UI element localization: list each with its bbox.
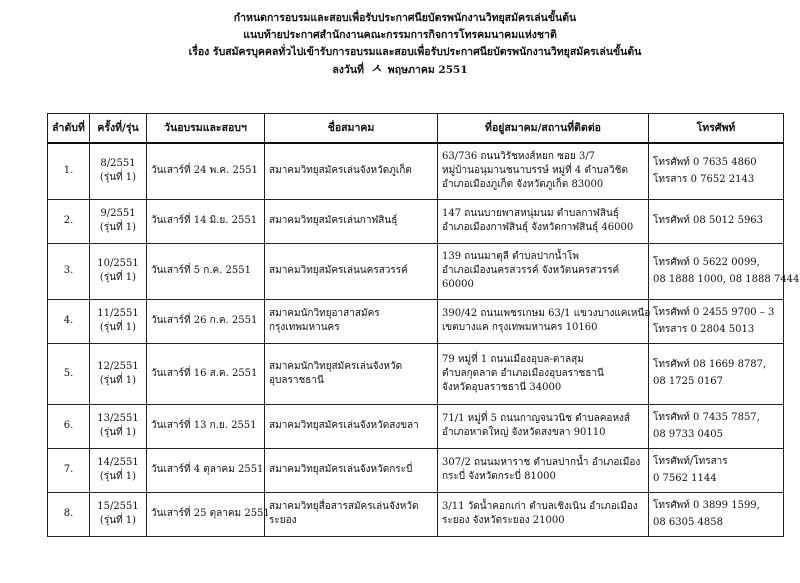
row-round [90, 143, 147, 199]
row-association [265, 199, 438, 243]
address-line: 390/42 ถนนเพชรเกษม 63/1 แขวงบางแคเหนือ [442, 308, 651, 319]
row-number: 7. [48, 448, 90, 492]
phone-line: โทรศัพท์/โทรสาร [653, 455, 728, 467]
address-line: ตำบลกุดลาด อำเภอเมืองอุบลราชธานี [442, 367, 604, 379]
column-header-date: วันอบรมและสอบฯ [147, 114, 265, 144]
row-date: วันเสาร์ที่ 24 พ.ค. 2551 [147, 143, 265, 199]
address-line: อำเภอเมืองนครสวรรค์ จังหวัดนครสวรรค์ [442, 265, 620, 276]
phone-line: โทรศัพท์ 0 3899 1599, [653, 499, 760, 511]
round-batch: (รุ่นที่ 1) [99, 172, 137, 184]
association-name: สมาคมนักวิทยุอาสาสมัคร [269, 308, 380, 319]
row-association [265, 299, 438, 343]
table-row [48, 404, 784, 448]
row-date: วันเสาร์ที่ 4 ตุลาคม 2551 [147, 448, 265, 492]
phone-line: โทรสาร 0 2804 5013 [653, 323, 755, 335]
header-title: กำหนดการอบรมและสอบเพื่อรับประกาศนียบัตรพนักงานวิทยุสมัครเล่นขั้นต้น [233, 12, 577, 24]
phone-line: โทรศัพท์ 0 2455 9700 – 3 [653, 306, 775, 318]
round-number: 11/2551 [97, 308, 139, 319]
row-date: วันเสาร์ที่ 5 ก.ค. 2551 [147, 243, 265, 299]
table-row [48, 448, 784, 492]
round-number: 9/2551 [100, 208, 136, 219]
phone-line: โทรศัพท์ 0 7635 4860 [653, 156, 757, 168]
date-month-year: พฤษภาคม 2551 [387, 64, 468, 76]
header-subject-line: เรื่อง รับสมัครบุคคลทั่วไปเข้ารับการอบรมและสอบเพื่อรับประกาศนียบัตรพนักงานวิทยุสมัครเล่นขั้นต้น [188, 46, 642, 58]
row-association [265, 143, 438, 199]
row-number: 4. [48, 299, 90, 343]
row-number: 6. [48, 404, 90, 448]
phone-line: โทรสาร 0 7652 2143 [653, 173, 755, 185]
round-number: 13/2551 [97, 413, 139, 424]
row-address [438, 243, 649, 299]
row-phone [649, 404, 784, 448]
header-date-line [0, 61, 800, 79]
address-line: 3/11 วัดน้ำคอกเก่า ตำบลเชิงเนิน อำเภอเมือง [442, 501, 638, 512]
row-date: วันเสาร์ที่ 26 ก.ค. 2551 [147, 299, 265, 343]
round-batch: (รุ่นที่ 1) [99, 427, 137, 438]
round-number: 8/2551 [100, 158, 136, 170]
row-round [90, 492, 147, 536]
round-batch: (รุ่นที่ 1) [99, 374, 137, 386]
column-header-address: ที่อยู่สมาคม/สถานที่ติดต่อ [438, 114, 649, 144]
row-association [265, 404, 438, 448]
row-phone [649, 448, 784, 492]
address-line: อำเภอเมืองกาฬสินธุ์ จังหวัดกาฬสินธุ์ 46000 [442, 222, 634, 233]
row-phone [649, 343, 784, 404]
row-address [438, 404, 649, 448]
association-name: สมาคมวิทยุสมัครเล่นนครสวรรค์ [269, 265, 408, 276]
row-round [90, 243, 147, 299]
row-number: 8. [48, 492, 90, 536]
date-day-handwritten: ㅅ [369, 62, 383, 77]
association-name: สมาคมวิทยุสมัครเล่นจังหวัดภูเก็ต [269, 165, 412, 177]
row-round [90, 299, 147, 343]
row-association [265, 492, 438, 536]
header-attachment-line: แนบท้ายประกาศสำนักงานคณะกรรมการกิจการโทรคมนาคมแห่งชาติ [243, 29, 557, 41]
address-line: อำเภอหาดใหญ่ จังหวัดสงขลา 90110 [442, 427, 606, 438]
address-line: กระบี่ จังหวัดกระบี่ 81000 [442, 471, 556, 482]
round-batch: (รุ่นที่ 1) [99, 272, 137, 283]
address-line: อำเภอเมืองภูเก็ต จังหวัดภูเก็ต 83000 [442, 179, 604, 191]
association-name: สมาคมวิทยุสมัครเล่นจังหวัดกระบี่ [269, 464, 413, 475]
address-line: ระยอง จังหวัดระยอง 21000 [442, 515, 565, 526]
document-header [0, 10, 800, 79]
row-round [90, 448, 147, 492]
table-row [48, 243, 784, 299]
row-association [265, 243, 438, 299]
round-number: 14/2551 [97, 457, 139, 468]
row-address [438, 343, 649, 404]
row-phone [649, 143, 784, 199]
round-batch: (รุ่นที่ 1) [99, 515, 137, 526]
table-header-row [48, 114, 784, 144]
address-line: 307/2 ถนนมหาราช ตำบลปากน้ำ อำเภอเมือง [442, 457, 641, 468]
phone-line: 08 1725 0167 [653, 376, 723, 387]
row-association [265, 343, 438, 404]
association-name-line2: อุบลราชธานี [269, 374, 324, 386]
association-name: สมาคมวิทยุสมัครเล่นจังหวัดสงขลา [269, 420, 419, 431]
column-header-phone: โทรศัพท์ [649, 114, 784, 144]
row-phone [649, 199, 784, 243]
row-address [438, 299, 649, 343]
table-row [48, 299, 784, 343]
table-body [48, 143, 800, 536]
phone-line: โทรศัพท์ 08 1669 8787, [653, 359, 767, 370]
row-number: 5. [48, 343, 90, 404]
row-address [438, 199, 649, 243]
phone-line: โทรศัพท์ 0 7435 7857, [653, 411, 760, 423]
row-round [90, 199, 147, 243]
row-date: วันเสาร์ที่ 13 ก.ย. 2551 [147, 404, 265, 448]
association-name: สมาคมวิทยุสมัครเล่นกาฬสินธุ์ [269, 215, 398, 226]
association-name: สมาคมวิทยุสื่อสารสมัครเล่นจังหวัด [269, 501, 419, 512]
row-number: 2. [48, 199, 90, 243]
row-phone [649, 243, 800, 299]
date-prefix: ลงวันที่ [332, 64, 364, 76]
row-phone [649, 299, 784, 343]
phone-line: 08 9733 0405 [653, 428, 723, 440]
row-address [438, 143, 649, 199]
address-line: 139 ถนนมาตุลี ตำบลปากน้ำโพ [442, 251, 580, 262]
row-round [90, 343, 147, 404]
phone-line: 08 1888 1000, 08 1888 7444 [653, 273, 800, 285]
row-address [438, 448, 649, 492]
address-line: 79 หมู่ที่ 1 ถนนเมืองอุบล-ตาลสุม [442, 353, 584, 365]
address-line: 147 ถนนบายพาสหนุ่มนม ตำบลกาฬสินธุ์ [442, 208, 619, 219]
row-address [438, 492, 649, 536]
row-number: 1. [48, 143, 90, 199]
address-line: จังหวัดอุบลราชธานี 34000 [442, 381, 562, 393]
address-line: 60000 [442, 279, 474, 290]
row-number: 3. [48, 243, 90, 299]
round-batch: (รุ่นที่ 1) [99, 222, 137, 233]
phone-line: 08 6305 4858 [653, 516, 723, 528]
round-batch: (รุ่นที่ 1) [99, 322, 137, 333]
column-header-association: ชื่อสมาคม [265, 114, 438, 144]
phone-line: โทรศัพท์ 0 5622 0099, [653, 256, 760, 268]
table-row [48, 143, 784, 199]
round-number: 15/2551 [97, 501, 139, 512]
table-row [48, 492, 784, 536]
address-line: หมู่บ้านอนุมานชนาบรรษ์ หมู่ที่ 4 ตำบลวิชิต [442, 165, 628, 177]
table-row [48, 199, 784, 243]
row-phone [649, 492, 784, 536]
association-name-line2: กรุงเทพมหานคร [269, 322, 340, 333]
column-header-round: ครั้งที่/รุ่น [90, 114, 147, 144]
row-date: วันเสาร์ที่ 25 ตุลาคม 2551 [147, 492, 265, 536]
phone-line: โทรศัพท์ 08 5012 5963 [653, 215, 764, 226]
association-name-line2: ระยอง [269, 515, 297, 526]
round-number: 12/2551 [97, 360, 139, 372]
column-header-no: ลำดับที่ [48, 114, 90, 144]
association-name: สมาคมนักวิทยุสมัครเล่นจังหวัด [269, 360, 403, 372]
row-date: วันเสาร์ที่ 14 มิ.ย. 2551 [147, 199, 265, 243]
address-line: เขตบางแค กรุงเทพมหานคร 10160 [442, 322, 598, 333]
table-row [48, 343, 784, 404]
row-date: วันเสาร์ที่ 16 ส.ค. 2551 [147, 343, 265, 404]
address-line: 63/736 ถนนวิรัชหงส์หยก ซอย 3/7 [442, 151, 596, 163]
round-batch: (รุ่นที่ 1) [99, 471, 137, 482]
address-line: 71/1 หมู่ที่ 5 ถนนกาญจนวนิช ตำบลคอหงส์ [442, 413, 631, 424]
round-number: 10/2551 [97, 258, 139, 269]
phone-line: 0 7562 1144 [653, 472, 717, 484]
schedule-table [47, 113, 800, 537]
row-association [265, 448, 438, 492]
row-round [90, 404, 147, 448]
